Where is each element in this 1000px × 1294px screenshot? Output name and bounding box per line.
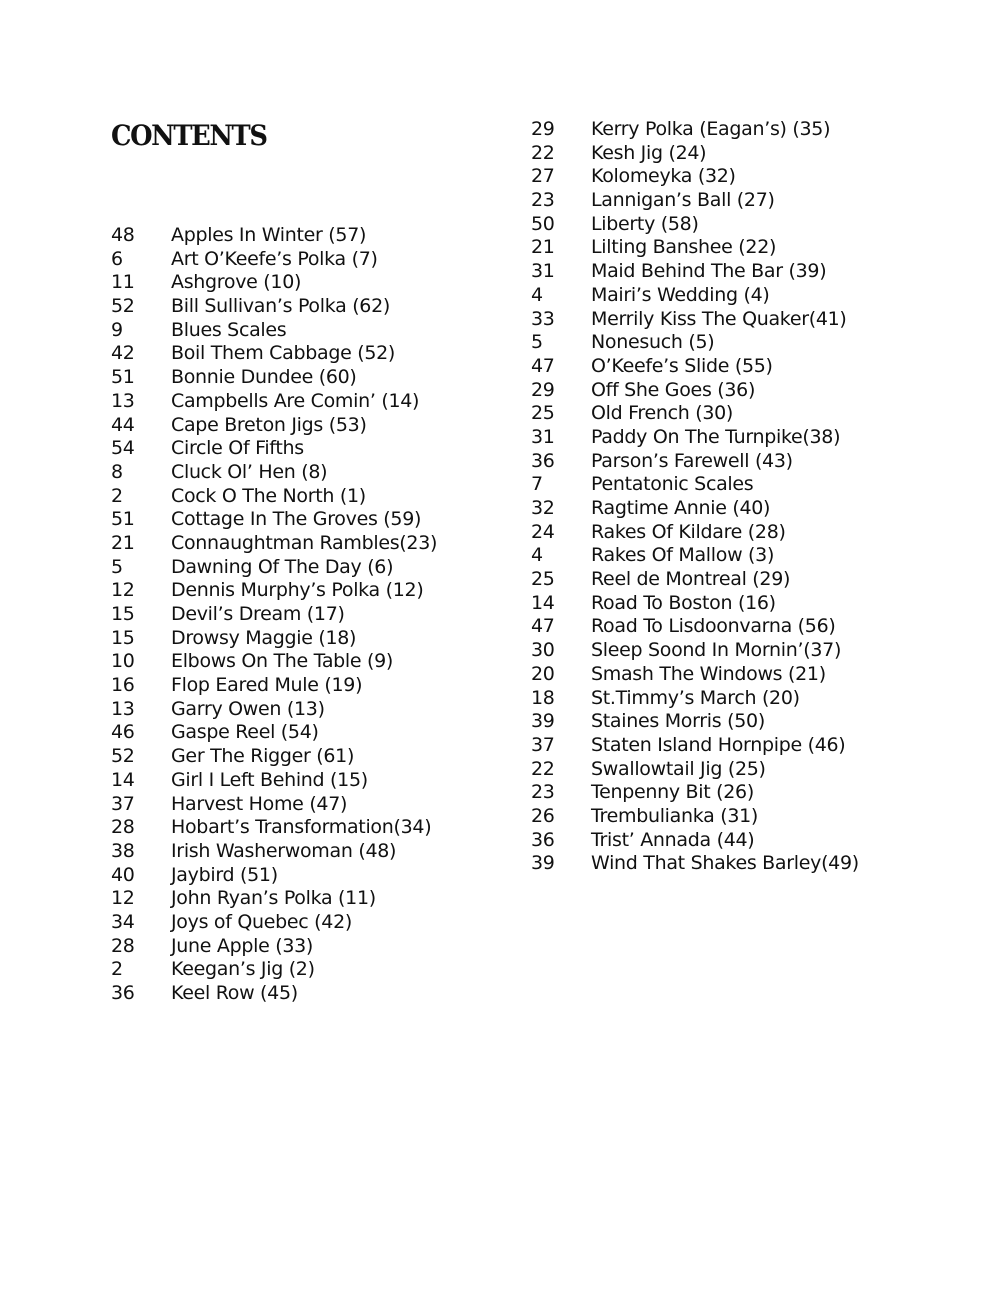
- entry-page-number: 52: [111, 295, 135, 318]
- contents-entry: [531, 544, 859, 568]
- entry-page-number: 28: [111, 934, 135, 957]
- entry-tune-name: Gaspe Reel (54): [171, 721, 319, 744]
- contents-entry: [111, 698, 437, 722]
- contents-entry: [531, 829, 859, 853]
- entry-tune-name: Devil’s Dream (17): [171, 603, 345, 625]
- entry-tune-name: Merrily Kiss The Quaker(41): [591, 307, 847, 330]
- entry-page-number: 22: [531, 757, 555, 780]
- entry-page-number: 36: [531, 828, 555, 851]
- contents-entry: [531, 852, 859, 876]
- contents-entry: [531, 473, 859, 497]
- entry-page-number: 25: [531, 568, 555, 591]
- contents-entry: [111, 911, 437, 935]
- entry-tune-name: Swallowtail Jig (25): [591, 757, 766, 780]
- contents-entry: [531, 331, 859, 355]
- entry-tune-name: Parson’s Farewell (43): [591, 449, 793, 472]
- contents-entry: [531, 402, 859, 426]
- contents-entry: [531, 521, 859, 545]
- entry-page-number: 18: [531, 686, 555, 709]
- entry-page-number: 21: [111, 531, 135, 554]
- contents-entry: [111, 532, 437, 556]
- entry-page-number: 2: [111, 958, 123, 981]
- entry-tune-name: Drowsy Maggie (18): [171, 626, 357, 649]
- entry-tune-name: Kesh Jig (24): [591, 141, 707, 164]
- entry-tune-name: Harvest Home (47): [171, 792, 348, 815]
- entry-tune-name: Garry Owen (13): [171, 697, 325, 720]
- contents-entry: [531, 805, 859, 829]
- entry-tune-name: Old French (30): [591, 402, 734, 425]
- contents-entry: [531, 355, 859, 379]
- entry-tune-name: Road To Boston (16): [591, 591, 776, 614]
- contents-entry: [531, 781, 859, 805]
- entry-tune-name: John Ryan’s Polka (11): [171, 887, 376, 910]
- contents-entry: [111, 414, 437, 438]
- entry-tune-name: Nonesuch (5): [591, 331, 715, 354]
- entry-tune-name: Lannigan’s Ball (27): [591, 189, 775, 212]
- contents-entry: [111, 248, 437, 272]
- entry-tune-name: Ashgrove (10): [171, 271, 302, 294]
- entry-tune-name: Staines Morris (50): [591, 710, 765, 733]
- entry-page-number: 26: [531, 804, 555, 827]
- entry-tune-name: Girl I Left Behind (15): [171, 768, 368, 791]
- entry-page-number: 8: [111, 460, 123, 483]
- contents-list-left: [111, 224, 437, 1006]
- entry-tune-name: Wind That Shakes Barley(49): [591, 852, 859, 875]
- entry-tune-name: Sleep Soond In Mornin’(37): [591, 639, 842, 662]
- contents-entry: [531, 710, 859, 734]
- entry-tune-name: Kolomeyka (32): [591, 165, 736, 188]
- contents-entry: [531, 165, 859, 189]
- entry-page-number: 23: [531, 781, 555, 804]
- entry-tune-name: Elbows On The Table (9): [171, 650, 394, 673]
- entry-page-number: 4: [531, 544, 543, 567]
- contents-entry: [531, 426, 859, 450]
- entry-tune-name: St.Timmy’s March (20): [591, 686, 800, 709]
- entry-tune-name: Keegan’s Jig (2): [171, 958, 315, 981]
- contents-entry: [531, 236, 859, 260]
- entry-page-number: 39: [531, 710, 555, 733]
- entry-tune-name: Apples In Winter (57): [171, 224, 367, 246]
- contents-entry: [111, 366, 437, 390]
- entry-page-number: 22: [531, 141, 555, 164]
- entry-page-number: 2: [111, 484, 123, 507]
- entry-page-number: 50: [531, 212, 555, 235]
- contents-entry: [111, 508, 437, 532]
- entry-tune-name: Hobart’s Transformation(34): [171, 816, 432, 839]
- contents-entry: [531, 663, 859, 687]
- entry-tune-name: Joys of Quebec (42): [171, 910, 352, 933]
- entry-page-number: 54: [111, 437, 135, 460]
- entry-tune-name: June Apple (33): [171, 934, 314, 957]
- entry-page-number: 52: [111, 745, 135, 768]
- entry-page-number: 42: [111, 342, 135, 365]
- entry-tune-name: Keel Row (45): [171, 982, 298, 1004]
- entry-tune-name: Staten Island Hornpipe (46): [591, 733, 846, 756]
- entry-page-number: 31: [531, 425, 555, 448]
- entry-page-number: 13: [111, 389, 135, 412]
- entry-page-number: 28: [111, 816, 135, 839]
- contents-entry: [111, 793, 437, 817]
- entry-tune-name: Cottage In The Groves (59): [171, 508, 422, 531]
- contents-entry: [111, 271, 437, 295]
- entry-page-number: 51: [111, 366, 135, 389]
- contents-entry: [111, 224, 437, 248]
- entry-tune-name: Cluck Ol’ Hen (8): [171, 460, 328, 483]
- entry-page-number: 46: [111, 721, 135, 744]
- entry-tune-name: Tenpenny Bit (26): [591, 781, 754, 804]
- contents-entry: [111, 579, 437, 603]
- entry-page-number: 4: [531, 283, 543, 306]
- entry-tune-name: Bill Sullivan’s Polka (62): [171, 295, 390, 318]
- entry-page-number: 31: [531, 260, 555, 283]
- contents-entry: [531, 615, 859, 639]
- entry-tune-name: Ragtime Annie (40): [591, 497, 771, 519]
- entry-page-number: 51: [111, 508, 135, 531]
- contents-entry: [531, 260, 859, 284]
- entry-tune-name: Cape Breton Jigs (53): [171, 413, 367, 436]
- entry-page-number: 33: [531, 307, 555, 330]
- contents-entry: [111, 887, 437, 911]
- contents-entry: [531, 592, 859, 616]
- contents-entry: [531, 379, 859, 403]
- entry-tune-name: Cock O The North (1): [171, 484, 366, 507]
- contents-entry: [531, 450, 859, 474]
- contents-entry: [531, 142, 859, 166]
- entry-page-number: 24: [531, 520, 555, 543]
- entry-page-number: 14: [111, 768, 135, 791]
- entry-page-number: 29: [531, 378, 555, 401]
- entry-tune-name: Flop Eared Mule (19): [171, 674, 363, 697]
- entry-page-number: 12: [111, 579, 135, 602]
- entry-tune-name: Rakes Of Mallow (3): [591, 544, 775, 567]
- entry-tune-name: Bonnie Dundee (60): [171, 366, 357, 389]
- contents-entry: [531, 213, 859, 237]
- entry-page-number: 34: [111, 910, 135, 933]
- entry-tune-name: Art O’Keefe’s Polka (7): [171, 247, 378, 270]
- contents-entry: [111, 982, 437, 1006]
- contents-entry: [111, 650, 437, 674]
- entry-page-number: 32: [531, 497, 555, 519]
- entry-page-number: 37: [531, 733, 555, 756]
- contents-entry: [111, 295, 437, 319]
- entry-page-number: 13: [111, 697, 135, 720]
- entry-tune-name: Trembulianka (31): [591, 804, 759, 827]
- entry-tune-name: Road To Lisdoonvarna (56): [591, 615, 836, 638]
- entry-page-number: 36: [111, 982, 135, 1004]
- contents-entry: [111, 769, 437, 793]
- entry-tune-name: Boil Them Cabbage (52): [171, 342, 396, 365]
- entry-tune-name: Campbells Are Comin’ (14): [171, 389, 420, 412]
- contents-entry: [531, 758, 859, 782]
- entry-tune-name: Pentatonic Scales: [591, 473, 754, 496]
- entry-tune-name: Paddy On The Turnpike(38): [591, 425, 841, 448]
- entry-tune-name: Reel de Montreal (29): [591, 568, 791, 591]
- entry-tune-name: Lilting Banshee (22): [591, 236, 777, 259]
- entry-tune-name: Circle Of Fifths: [171, 437, 304, 460]
- contents-entry: [111, 864, 437, 888]
- entry-tune-name: Mairi’s Wedding (4): [591, 283, 770, 306]
- contents-entry: [531, 497, 859, 521]
- entry-page-number: 30: [531, 639, 555, 662]
- entry-tune-name: Dawning Of The Day (6): [171, 555, 394, 578]
- entry-page-number: 47: [531, 354, 555, 377]
- entry-page-number: 10: [111, 650, 135, 673]
- contents-entry: [111, 485, 437, 509]
- contents-entry: [111, 342, 437, 366]
- contents-list-right: [531, 118, 859, 876]
- contents-entry: [111, 437, 437, 461]
- entry-page-number: 36: [531, 449, 555, 472]
- entry-page-number: 29: [531, 118, 555, 140]
- entry-page-number: 14: [531, 591, 555, 614]
- contents-entry: [111, 390, 437, 414]
- contents-entry: [111, 816, 437, 840]
- contents-entry: [531, 118, 859, 142]
- entry-tune-name: Kerry Polka (Eagan’s) (35): [591, 118, 831, 140]
- contents-entry: [111, 461, 437, 485]
- entry-page-number: 16: [111, 674, 135, 697]
- entry-page-number: 39: [531, 852, 555, 875]
- entry-page-number: 12: [111, 887, 135, 910]
- entry-page-number: 47: [531, 615, 555, 638]
- entry-tune-name: Trist’ Annada (44): [591, 828, 755, 851]
- entry-page-number: 21: [531, 236, 555, 259]
- entry-tune-name: Irish Washerwoman (48): [171, 839, 397, 862]
- entry-tune-name: Blues Scales: [171, 318, 287, 341]
- contents-entry: [111, 627, 437, 651]
- entry-page-number: 27: [531, 165, 555, 188]
- entry-tune-name: Connaughtman Rambles(23): [171, 531, 438, 554]
- entry-tune-name: Dennis Murphy’s Polka (12): [171, 579, 424, 602]
- contents-entry: [531, 734, 859, 758]
- entry-page-number: 11: [111, 271, 135, 294]
- entry-tune-name: Rakes Of Kildare (28): [591, 520, 786, 543]
- entry-page-number: 48: [111, 224, 135, 246]
- entry-page-number: 5: [111, 555, 123, 578]
- entry-page-number: 23: [531, 189, 555, 212]
- entry-page-number: 6: [111, 247, 123, 270]
- entry-tune-name: Ger The Rigger (61): [171, 745, 355, 768]
- entry-page-number: 20: [531, 662, 555, 685]
- entry-page-number: 15: [111, 603, 135, 625]
- contents-entry: [531, 568, 859, 592]
- contents-entry: [111, 958, 437, 982]
- contents-entry: [111, 556, 437, 580]
- contents-entry: [531, 189, 859, 213]
- contents-entry: [111, 674, 437, 698]
- contents-entry: [111, 721, 437, 745]
- contents-entry: [531, 308, 859, 332]
- entry-page-number: 38: [111, 839, 135, 862]
- contents-entry: [111, 319, 437, 343]
- entry-page-number: 25: [531, 402, 555, 425]
- entry-tune-name: Liberty (58): [591, 212, 699, 235]
- entry-tune-name: Jaybird (51): [171, 863, 278, 886]
- contents-entry: [111, 603, 437, 627]
- contents-entry: [531, 639, 859, 663]
- contents-entry: [531, 284, 859, 308]
- page-title: CONTENTS: [111, 119, 267, 152]
- entry-tune-name: Smash The Windows (21): [591, 662, 826, 685]
- contents-entry: [111, 935, 437, 959]
- entry-tune-name: Maid Behind The Bar (39): [591, 260, 827, 283]
- entry-page-number: 15: [111, 626, 135, 649]
- entry-page-number: 40: [111, 863, 135, 886]
- entry-page-number: 7: [531, 473, 543, 496]
- contents-entry: [111, 840, 437, 864]
- entry-page-number: 37: [111, 792, 135, 815]
- entry-page-number: 9: [111, 318, 123, 341]
- entry-page-number: 5: [531, 331, 543, 354]
- entry-page-number: 44: [111, 413, 135, 436]
- entry-tune-name: Off She Goes (36): [591, 378, 756, 401]
- contents-entry: [531, 687, 859, 711]
- contents-entry: [111, 745, 437, 769]
- entry-tune-name: O’Keefe’s Slide (55): [591, 354, 773, 377]
